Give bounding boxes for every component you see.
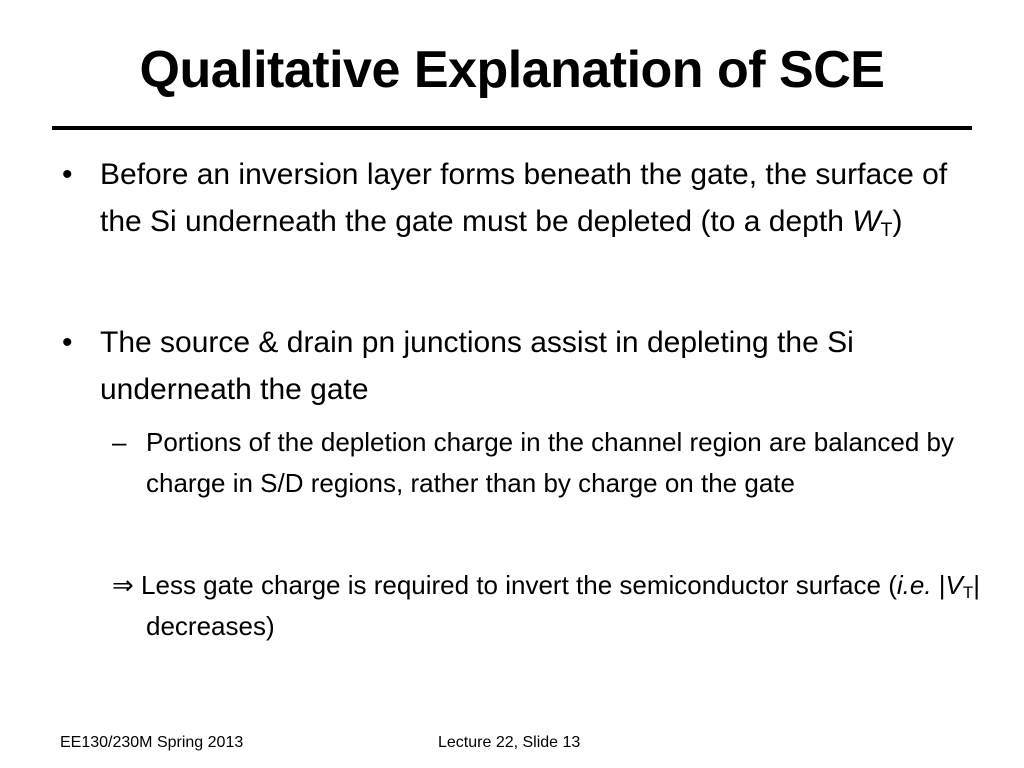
footer-course: EE130/230M Spring 2013 <box>60 734 244 751</box>
depth-symbol: W <box>852 205 881 238</box>
bullet-junctions: The source & drain pn junctions assist in depleting the Si underneath the gate <box>100 326 854 406</box>
footer-slide-number: Lecture 22, Slide 13 <box>438 734 581 751</box>
implication-text: Less gate charge is required to invert the semiconductor surface ( <box>133 570 897 600</box>
implication-close: | decreases) <box>146 570 980 641</box>
bullet-depletion-close: ) <box>892 205 903 238</box>
depth-subscript: T <box>880 218 893 241</box>
bullet-depletion-text: Before an inversion layer forms beneath the gate, the surface of the Si underneath the gate must be depleted (to a depth <box>100 158 948 238</box>
implies-arrow: ⇒ <box>112 570 134 600</box>
abs-open: | <box>931 570 946 600</box>
ie-phrase: i.e. <box>896 570 932 600</box>
bullet-marker: • <box>62 326 73 359</box>
sub-bullet-charge-balance: Portions of the depletion charge in the channel region are balanced by charge in S/D regions, rather than by charge on the gate <box>146 427 955 498</box>
threshold-symbol: V <box>945 570 963 600</box>
slide-title: Qualitative Explanation of SCE <box>139 41 885 99</box>
title-underline <box>52 126 972 130</box>
bullet-marker: • <box>62 158 73 191</box>
sub-bullet-marker: – <box>112 427 127 457</box>
implication-line <box>112 565 1024 647</box>
bullet-depletion <box>100 151 990 245</box>
threshold-subscript: T <box>962 583 974 603</box>
